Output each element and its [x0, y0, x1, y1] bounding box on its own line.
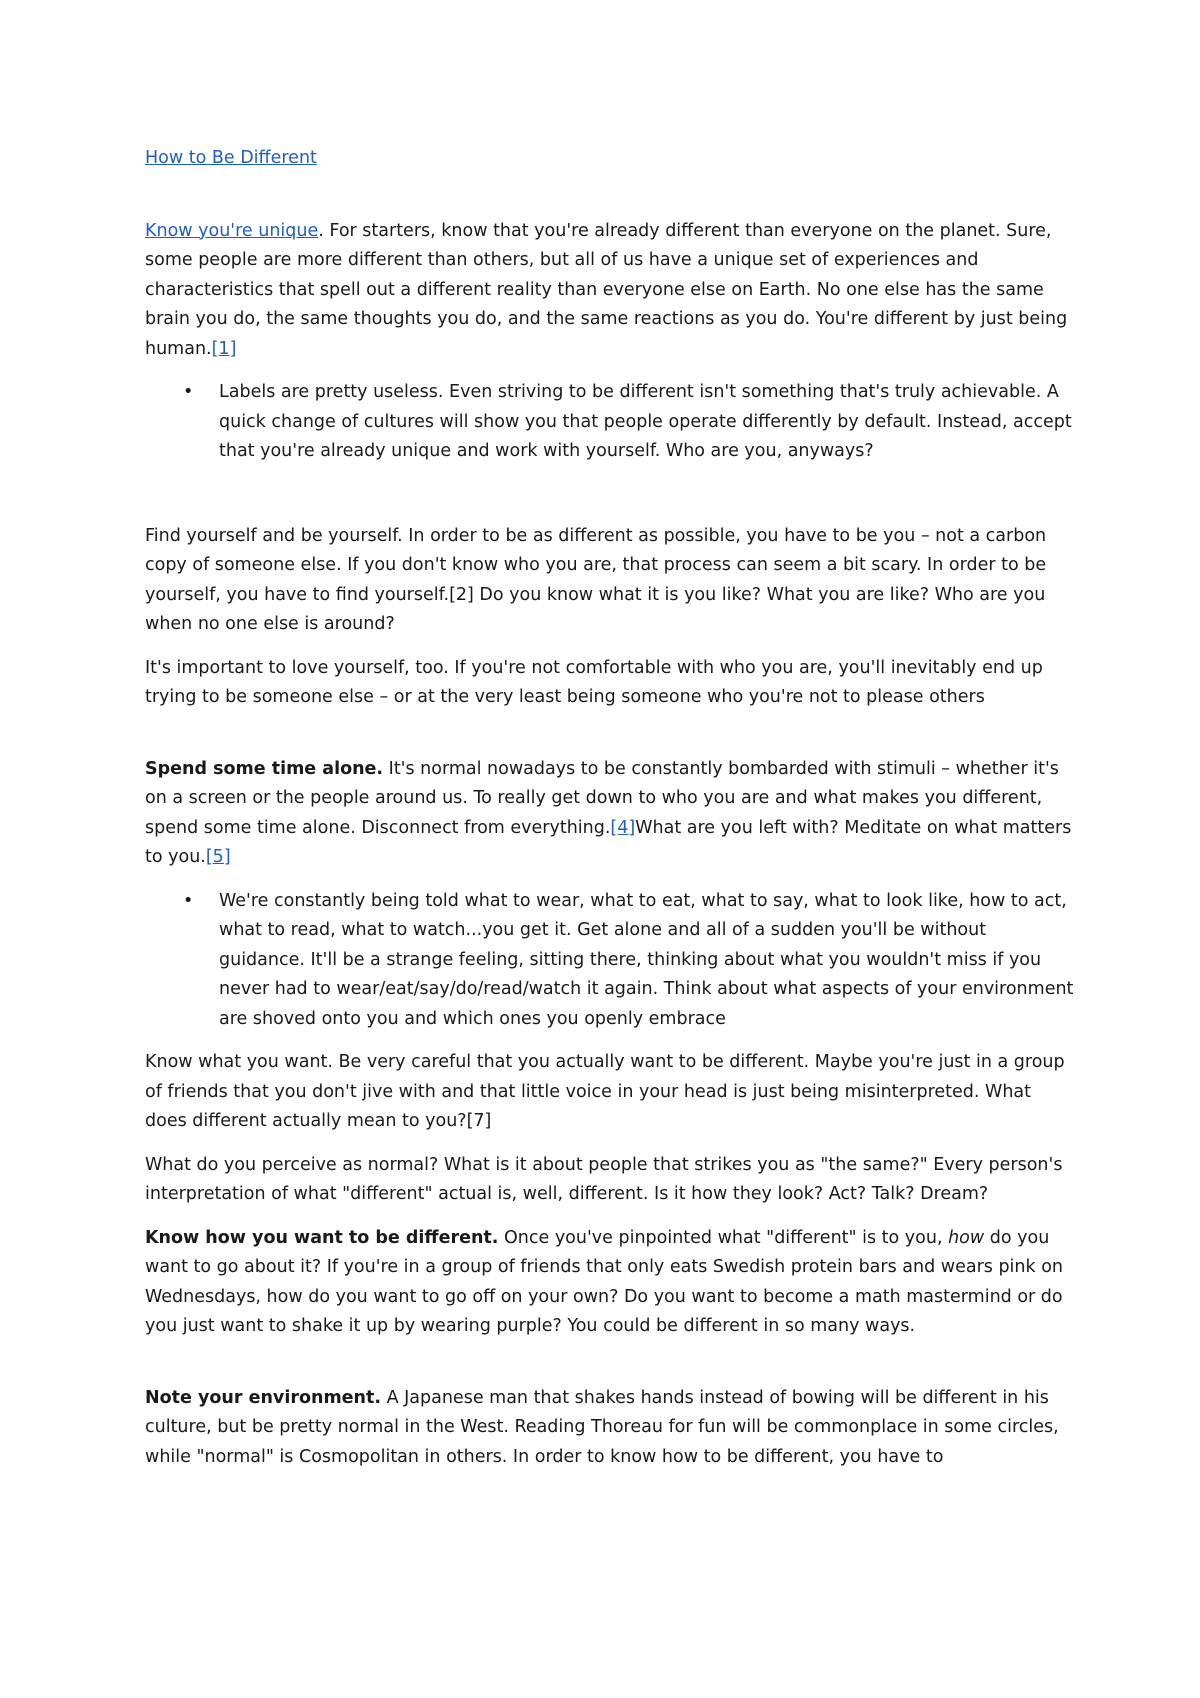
paragraph-perceive-normal: What do you perceive as normal? What is it about people that strikes you as "the same?" Every person's interpretation of what "different" actual is, well, different. Is it how they look? Act? Talk? Dream?: [145, 1154, 1063, 1204]
paragraph-environment: [145, 1384, 1075, 1473]
paragraph-know-unique: [145, 217, 1075, 365]
paragraph-text: do you want to go about it? If you're in a group of friends that only eats Swedish protein bars and wears pink on Wednesdays, how do you want to go off on your own? Do you want to become a math mastermind or do you just want to shake it up by wearing purple? You could be different in so many ways.: [145, 1227, 1064, 1336]
bullet-icon: •: [183, 890, 194, 911]
title-link[interactable]: How to Be Different: [145, 148, 317, 168]
paragraph-time-alone: [145, 755, 1075, 873]
reference-link-4[interactable]: [4]: [610, 817, 636, 838]
heading-how-different: Know how you want to be different.: [145, 1227, 499, 1248]
bullet-list-1: [145, 378, 1075, 467]
document-page: [145, 144, 1075, 1472]
paragraph-find-yourself: Find yourself and be yourself. In order to be as different as possible, you have to be you – not a carbon copy of someone else. If you don't know who you are, that process can seem a bit scary. In order to be yourself, you have to find yourself.[2] Do you know what it is you like? What you are like? Who are you when no one else is around?: [145, 525, 1047, 634]
emphasis-text: how: [948, 1227, 985, 1248]
reference-link-1[interactable]: [1]: [211, 338, 237, 359]
paragraph-text: A Japanese man that shakes hands instead of bowing will be different in his culture, but be pretty normal in the West. Reading Thoreau for fun will be commonplace in some circles, while "normal" is Cosmopolitan in others. In order to know how to be different, you have to: [145, 1387, 1059, 1467]
paragraph-text: It's normal nowadays to be constantly bombarded with stimuli – whether it's on a screen or the people around us. To really get down to who you are and what makes you different, spend some time alone. Disconnect from everything.: [145, 758, 1059, 838]
list-item: [183, 378, 1075, 467]
paragraph-text: Once you've pinpointed what "different" is to you,: [498, 1227, 949, 1248]
bullet-icon: •: [183, 382, 194, 402]
reference-link-5[interactable]: [5]: [205, 847, 231, 867]
paragraph-text: . For starters, know that you're already different than everyone on the planet. Sure, some people are more different than others, but all of us have a unique set of experiences and characteristics that spell out a different reality than everyone else on Earth. No one else has the same brain you do, the same thoughts you do, and the same reactions as you do. You're different by just being human.: [145, 220, 1068, 359]
document-title: [145, 144, 1075, 174]
heading-time-alone: Spend some time alone.: [145, 758, 384, 779]
paragraph-love-yourself: It's important to love yourself, too. If you're not comfortable with who you are, you'll inevitably end up trying to be someone else – or at the very least being someone who you're not to please others: [145, 657, 1043, 707]
heading-link-know-unique[interactable]: Know you're unique: [145, 220, 319, 241]
paragraph-how-different: [145, 1224, 1075, 1342]
heading-environment: Note your environment.: [145, 1387, 382, 1408]
list-item-text: We're constantly being told what to wear, what to eat, what to say, what to look like, how to act, what to read, what to watch...you get it. Get alone and all of a sudden you'll be without guidance. It'll be a strange feeling, sitting there, thinking about what you wouldn't miss if you never had to wear/eat/say/do/read/watch it again. Think about what aspects of your environment are shoved onto you and which ones you openly embrace: [219, 890, 1074, 1029]
paragraph-know-what-you-want: Know what you want. Be very careful that you actually want to be different. Maybe you're just in a group of friends that you don't jive with and that little voice in your head is just being misinterpreted. What does different actually mean to you?[7]: [145, 1052, 1065, 1131]
paragraph-text: What are you left with? Meditate on what matters to you.: [145, 817, 1072, 867]
bullet-list-2: [145, 887, 1075, 1035]
list-item: [183, 887, 1075, 1035]
list-item-text: Labels are pretty useless. Even striving to be different isn't something that's truly achievable. A quick change of cultures will show you that people operate differently by default. Instead, accept that you're already unique and work with yourself. Who are you, anyways?: [219, 382, 1072, 461]
